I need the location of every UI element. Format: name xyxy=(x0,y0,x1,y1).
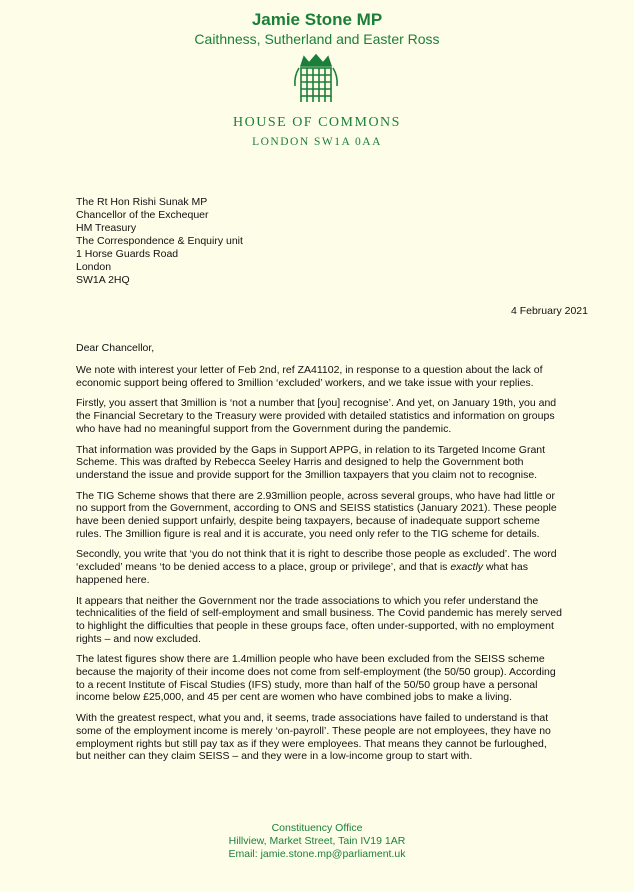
mp-name: Jamie Stone MP xyxy=(251,10,383,29)
paragraph xyxy=(76,548,562,586)
paragraph-text: Secondly, you write that ‘you do not think that it is right to describe those people as excluded’. The word ‘excluded’ means ‘to be denied access to a place, group or privilege’, and that is xyxy=(76,548,557,574)
paragraph: The latest figures show there are 1.4million people who have been excluded from the SEISS scheme because the majority of their income does not come from self-employment (the 50/50 group). According to a recent Institute of Fiscal Studies (IFS) study, more than half of the 50/50 group have a personal income below £25,000, and 45 per cent are women who have combined jobs to make a living. xyxy=(76,653,556,704)
paragraph: The TIG Scheme shows that there are 2.93million people, across several groups, who have had little or no support from the Government, according to ONS and SEISS statistics (January 2021). These people have been denied support unfairly, despite being taxpayers, because of inadequate support scheme rules. The 3million figure is real and it is accurate, you need only refer to the TIG scheme for details. xyxy=(76,489,557,540)
paragraph: With the greatest respect, what you and, it seems, trade associations have failed to understand is that some of the employment income is merely ‘on-payroll’. These people are not employees, they have no employment rights but still pay tax as if they were employees. That means they cannot be furloughed, but neither can they claim SEISS – and they were in a low-income group to start with. xyxy=(76,712,551,763)
paragraph: Firstly, you assert that 3million is ‘not a number that [you] recognise’. And yet, on January 19th, you and the Financial Secretary to the Treasury were provided with detailed statistics and information on groups who have had no meaningful support from the Government during the pandemic. xyxy=(76,397,557,435)
recipient-line: HM Treasury xyxy=(76,222,137,234)
recipient-line: 1 Horse Guards Road xyxy=(76,248,179,260)
recipient-line: SW1A 2HQ xyxy=(76,274,130,286)
paragraph: It appears that neither the Government nor the trade associations to which you refer understand the technicalities of the field of self-employment and small business. The Covid pandemic has merely served to highlight the difficulties that people in these groups face, often under-supported, with no employment rights – and now excluded. xyxy=(76,594,562,645)
constituency: Caithness, Sutherland and Easter Ross xyxy=(194,31,440,47)
house-address: LONDON SW1A 0AA xyxy=(252,136,382,148)
recipient-line: London xyxy=(76,261,112,273)
house-of-commons-heading: HOUSE OF COMMONS xyxy=(233,115,401,130)
footer xyxy=(0,822,634,861)
paragraph-text: what has happened here. xyxy=(76,561,528,586)
paragraph: That information was provided by the Gaps in Support APPG, in relation to its Targeted Income Grant Scheme. This was drafted by Rebecca Seeley Harris and designed to help the Government both understand the issue and provide support for the 3million taxpayers that you claim not to recognise. xyxy=(76,443,546,481)
recipient-line: Chancellor of the Exchequer xyxy=(76,209,209,221)
recipient-line: The Correspondence & Enquiry unit xyxy=(76,235,243,247)
recipient-address xyxy=(76,196,243,287)
letter-body xyxy=(76,364,562,771)
footer-office: Constituency Office xyxy=(271,822,363,834)
portcullis-icon xyxy=(289,52,343,106)
recipient-line: The Rt Hon Rishi Sunak MP xyxy=(76,196,208,208)
emphasis-text: exactly xyxy=(450,561,484,574)
footer-email[interactable]: Email: jamie.stone.mp@parliament.uk xyxy=(228,848,406,860)
salutation: Dear Chancellor, xyxy=(76,342,155,354)
footer-address: Hillview, Market Street, Tain IV19 1AR xyxy=(228,835,406,847)
letter-date: 4 February 2021 xyxy=(510,305,588,317)
paragraph: We note with interest your letter of Feb 2nd, ref ZA41102, in response to a question about the lack of economic support being offered to 3million ‘excluded’ workers, and we take issue with your replies. xyxy=(76,364,543,389)
